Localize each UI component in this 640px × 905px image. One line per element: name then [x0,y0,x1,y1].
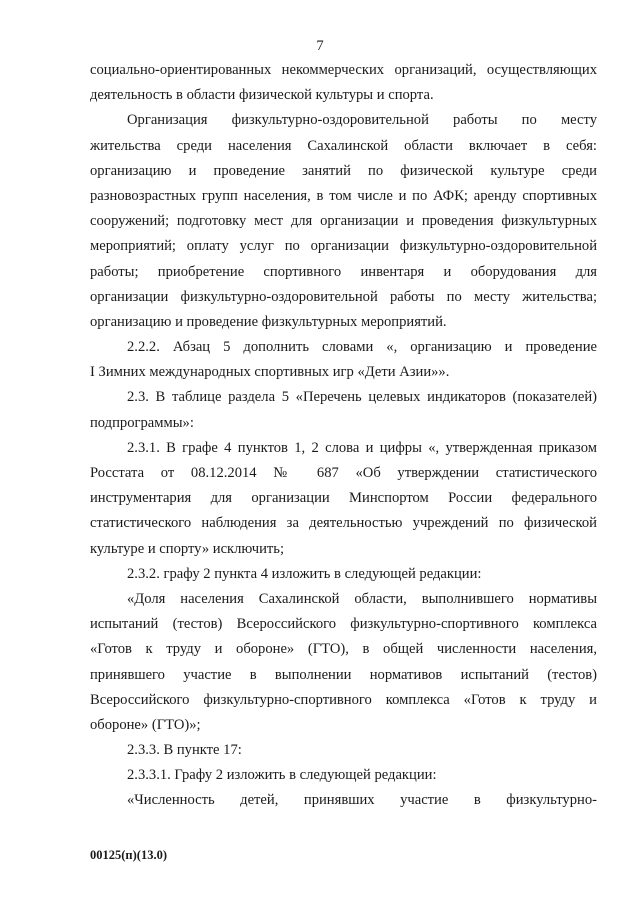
text-line: I Зимних международных спортивных игр «Дети Азии»». [90,364,450,381]
text-line: жительства среди населения Сахалинской области включает в себя: [90,137,597,154]
text-line: 2.3.1. В графе 4 пунктов 1, 2 слова и цифры «, утвержденная приказом [127,439,597,456]
text-line: организацию и проведение физкультурных мероприятий. [90,313,447,330]
text-line: Всероссийского физкультурно-спортивного комплекса «Готов к труду и [90,691,597,708]
text-line: подпрограммы»: [90,414,194,431]
text-line: сооружений; подготовку мест для организации и проведения физкультурных [90,213,597,230]
text-line: обороне» (ГТО)»; [90,716,201,733]
text-line: «Готов к труду и обороне» (ГТО), в общей численности населения, [90,641,597,658]
text-line: организации физкультурно-оздоровительной работы по месту жительства; [90,288,597,305]
text-line: 2.3.2. графу 2 пункта 4 изложить в следующей редакции: [127,565,482,582]
text-line: Росстата от 08.12.2014 № 687 «Об утверждении статистического [90,465,597,481]
text-line: «Доля населения Сахалинской области, выполнившего нормативы [127,590,597,607]
text-line: разновозрастных групп населения, в том числе и по АФК; аренду спортивных [90,187,597,204]
text-line: статистического наблюдения за деятельностью учреждений по физической [90,515,597,532]
text-line: социально-ориентированных некоммерческих организаций, осуществляющих [90,62,597,78]
text-line: Организация физкультурно-оздоровительной работы по месту [127,112,597,129]
document-body [90,58,597,814]
text-line: работы; приобретение спортивного инвентаря и оборудования для [90,263,597,280]
text-line: испытаний (тестов) Всероссийского физкультурно-спортивного комплекса [90,616,597,633]
text-line: 2.3.3.1. Графу 2 изложить в следующей редакции: [127,767,437,784]
text-line: инструментария для организации Минспортом России федерального [90,490,597,507]
text-line: организацию и проведение занятий по физической культуре среди [90,162,597,179]
text-line: культуре и спорту» исключить; [90,540,285,557]
text-line: 2.2.2. Абзац 5 дополнить словами «, организацию и проведение [127,339,597,356]
text-line: мероприятий; оплату услуг по организации физкультурно-оздоровительной [90,238,597,255]
text-line: деятельность в области физической культуры и спорта. [90,87,434,104]
text-line: принявшего участие в выполнении нормативов испытаний (тестов) [90,666,597,683]
text-line: «Численность детей, принявших участие в физкультурно- [127,792,597,809]
text-line: 2.3. В таблице раздела 5 «Перечень целевых индикаторов (показателей) [127,389,597,406]
page-number: 7 [316,38,324,54]
text-line: 2.3.3. В пункте 17: [127,742,242,759]
document-footer-code: 00125(п)(13.0) [90,848,167,862]
